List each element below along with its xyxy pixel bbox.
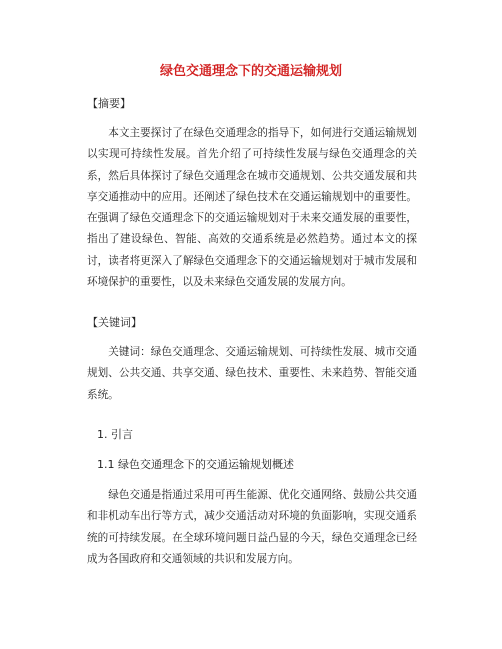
- section-1-heading: 1. 引言: [97, 428, 133, 441]
- keywords-heading: 【关键词】: [87, 316, 142, 329]
- section-1-1-heading: 1.1 绿色交通理念下的交通运输规划概述: [97, 458, 294, 471]
- abstract-paragraph: 本文主要探讨了在绿色交通理念的指导下，如何进行交通运输规划以实现可持续性发展。首先介绍了可持续性发展与绿色交通理念的关系，然后具体探讨了绿色交通理念在城市交通规划、公共交通发展和共享交通推动中的应用。还阐述了绿色技术在交通运输规划中的重要性。在强调了绿色交通理念下的交通运输规划对于未来交通发展的重要性，指出了建设绿色、智能、高效的交通系统是必然趋势。通过本文的探讨，读者将更深入了解绿色交通理念下的交通运输规划对于城市发展和环境保护的重要性，以及未来绿色交通发展的发展方向。: [87, 127, 417, 289]
- section-1-1-paragraph: 绿色交通是指通过采用可再生能源、优化交通网络、鼓励公共交通和非机动车出行等方式，减少交通活动对环境的负面影响，实现交通系统的可持续发展。在全球环境问题日益凸显的今天，绿色交通理念已经成为各国政府和交通领域的共识和发展方向。: [87, 489, 417, 565]
- abstract-heading: 【摘要】: [87, 97, 131, 110]
- keywords-paragraph: 关键词：绿色交通理念、交通运输规划、可持续性发展、城市交通规划、公共交通、共享交通、绿色技术、重要性、未来趋势、智能交通系统。: [87, 346, 417, 401]
- document-title: 绿色交通理念下的交通运输规划: [159, 64, 342, 79]
